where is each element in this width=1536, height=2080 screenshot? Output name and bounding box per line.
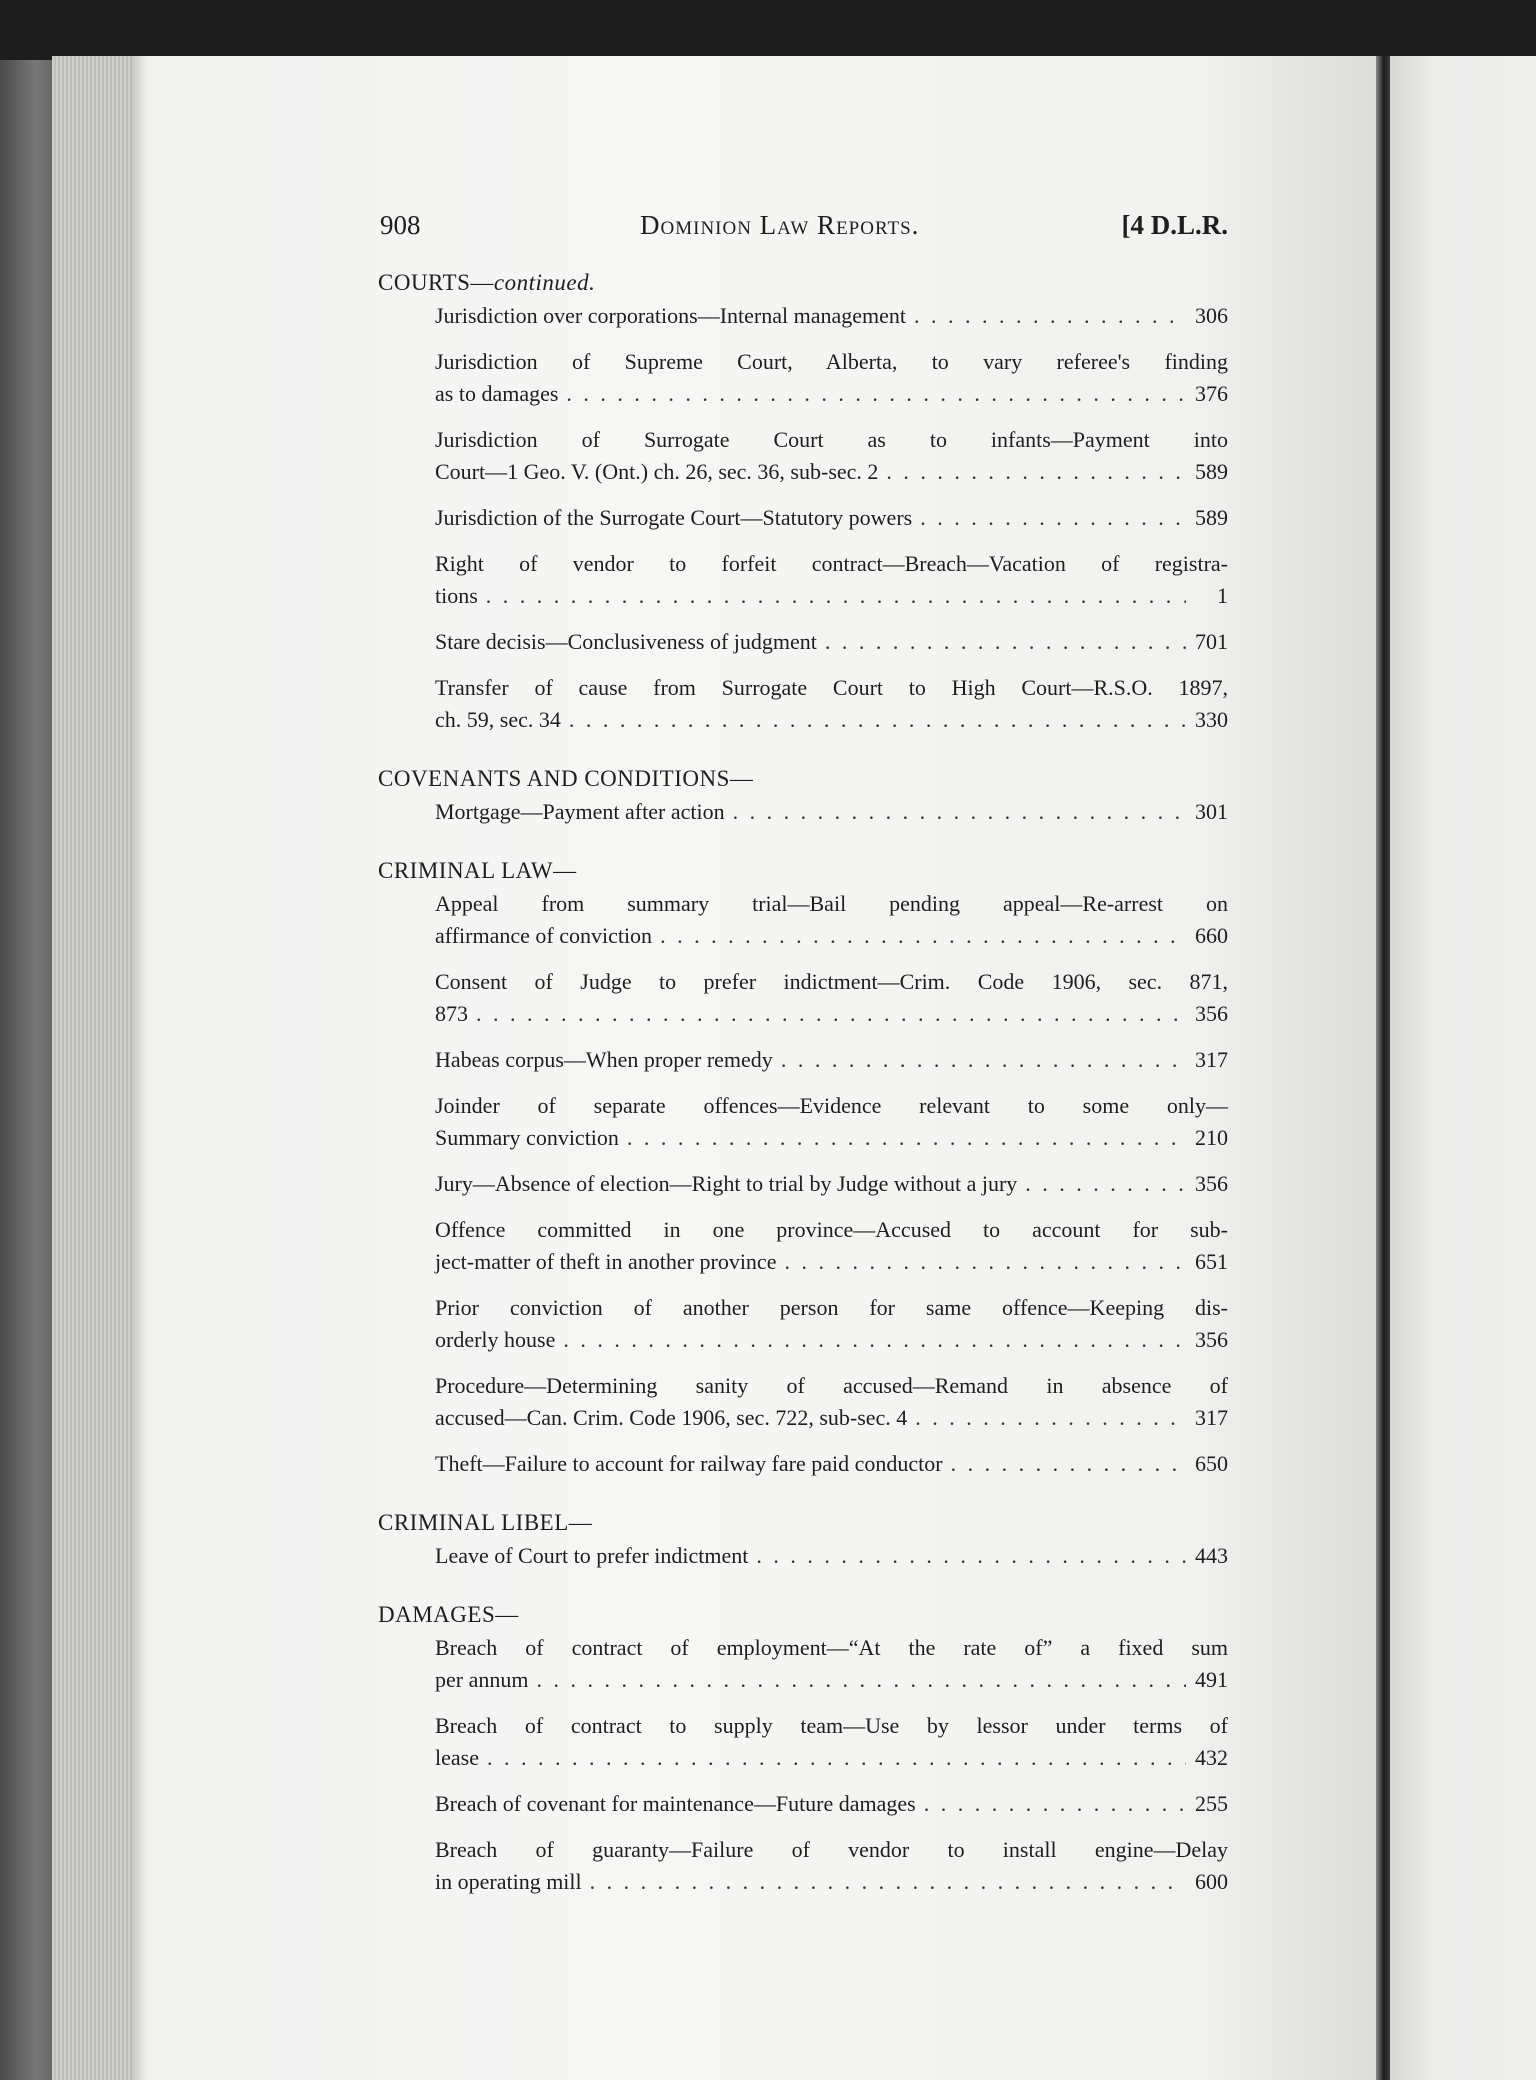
index-entry: [435, 1370, 1228, 1434]
dot-leader: [924, 1788, 1186, 1820]
dot-leader: [627, 1122, 1186, 1154]
entry-text-line: Joinder of separate offences—Evidence relevant to some only—: [435, 1093, 1228, 1118]
entry-page-number: 376: [1195, 381, 1228, 406]
facing-page: [1390, 56, 1536, 2080]
entry-page-number: 356: [1195, 1171, 1228, 1196]
entry-final-line: [435, 1246, 1228, 1278]
index-entry: [435, 796, 1228, 828]
book-gutter: [1376, 56, 1390, 2080]
entry-text-line: Stare decisis—Conclusiveness of judgment: [435, 629, 817, 654]
entry-page-number: 432: [1195, 1745, 1228, 1770]
dot-leader: [476, 998, 1186, 1030]
entry-final-line: [435, 1402, 1228, 1434]
entry-final-line: [435, 1448, 1228, 1480]
section-heading-text: CRIMINAL LAW—: [378, 858, 577, 883]
dot-leader: [660, 920, 1186, 952]
entry-final-line: [435, 626, 1228, 658]
entry-text-line: Court—1 Geo. V. (Ont.) ch. 26, sec. 36, sub-sec. 2: [435, 459, 879, 484]
index-entry: [435, 1090, 1228, 1154]
entry-final-line: [435, 502, 1228, 534]
entry-page-number: 650: [1195, 1451, 1228, 1476]
section-heading-text: COURTS—: [378, 270, 494, 295]
entry-text-line: Procedure—Determining sanity of accused—Remand in absence of: [435, 1373, 1228, 1398]
dot-leader: [569, 704, 1186, 736]
section-heading-suffix: continued.: [493, 270, 596, 295]
entry-text-line: Breach of contract of employment—“At the rate of” a fixed sum: [435, 1635, 1228, 1660]
entry-text-line: affirmance of conviction: [435, 923, 653, 948]
index-entry: [435, 888, 1228, 952]
entry-text-line: Theft—Failure to account for railway fare paid conductor: [435, 1451, 943, 1476]
entry-text-line: Transfer of cause from Surrogate Court to High Court—R.S.O. 1897,: [435, 675, 1228, 700]
index-entry: [435, 966, 1228, 1030]
section-heading: [378, 270, 1228, 296]
page-stack-edge: [52, 56, 132, 2080]
index-entry: [435, 1044, 1228, 1076]
entry-text-line: accused—Can. Crim. Code 1906, sec. 722, sub-sec. 4: [435, 1405, 908, 1430]
index-entry: [435, 1540, 1228, 1572]
entry-final-line: [435, 1324, 1228, 1356]
entry-text-line: Mortgage—Payment after action: [435, 799, 725, 824]
entry-page-number: 701: [1195, 629, 1228, 654]
entry-final-line: [435, 704, 1228, 736]
entry-final-line: [435, 1540, 1228, 1572]
dot-leader: [486, 580, 1186, 612]
dot-leader: [784, 1246, 1186, 1278]
dot-leader: [886, 456, 1186, 488]
entry-text-line: Jury—Absence of election—Right to trial by Judge without a jury: [435, 1171, 1018, 1196]
entry-text-line: Consent of Judge to prefer indictment—Crim. Code 1906, sec. 871,: [435, 969, 1228, 994]
section-heading: [378, 766, 1228, 792]
entry-final-line: [435, 300, 1228, 332]
entry-text-line: Summary conviction: [435, 1125, 619, 1150]
entry-page-number: 443: [1195, 1543, 1228, 1568]
entry-page-number: 589: [1195, 459, 1228, 484]
index-entry: [435, 1214, 1228, 1278]
entry-page-number: 356: [1195, 1001, 1228, 1026]
entry-final-line: [435, 998, 1228, 1030]
section-heading: [378, 1510, 1228, 1536]
dot-leader: [951, 1448, 1186, 1480]
dot-leader: [825, 626, 1186, 658]
entry-final-line: [435, 456, 1228, 488]
entry-text-line: Breach of contract to supply team—Use by lessor under terms of: [435, 1713, 1228, 1738]
page-inner-shadow: [132, 56, 148, 2080]
index-entry: [435, 300, 1228, 332]
dot-leader: [781, 1044, 1186, 1076]
dot-leader: [487, 1742, 1186, 1774]
entry-final-line: [435, 1788, 1228, 1820]
entry-text-line: Jurisdiction over corporations—Internal management: [435, 303, 907, 328]
entry-page-number: 306: [1195, 303, 1228, 328]
entry-final-line: [435, 580, 1228, 612]
entry-page-number: 651: [1195, 1249, 1228, 1274]
section-heading-text: COVENANTS AND CONDITIONS—: [378, 766, 754, 791]
entry-text-line: orderly house: [435, 1327, 556, 1352]
dot-leader: [915, 1402, 1186, 1434]
section-heading: [378, 1602, 1228, 1628]
entry-text-line: per annum: [435, 1667, 529, 1692]
index-entry: [435, 502, 1228, 534]
dot-leader: [1025, 1168, 1186, 1200]
entry-page-number: 301: [1195, 799, 1228, 824]
entry-page-number: 317: [1195, 1047, 1228, 1072]
index-entry: [435, 1292, 1228, 1356]
index-entry: [435, 346, 1228, 410]
entry-page-number: 356: [1195, 1327, 1228, 1352]
section-heading-text: CRIMINAL LIBEL—: [378, 1510, 593, 1535]
entry-final-line: [435, 378, 1228, 410]
dot-leader: [563, 1324, 1186, 1356]
entry-page-number: 255: [1195, 1791, 1228, 1816]
entry-text-line: ject-matter of theft in another province: [435, 1249, 777, 1274]
entry-final-line: [435, 920, 1228, 952]
entry-final-line: [435, 1168, 1228, 1200]
dot-leader: [920, 502, 1186, 534]
entry-text-line: Leave of Court to prefer indictment: [435, 1543, 749, 1568]
entry-final-line: [435, 1664, 1228, 1696]
entry-final-line: [435, 1044, 1228, 1076]
entry-text-line: lease: [435, 1745, 479, 1770]
entry-page-number: 330: [1195, 707, 1228, 732]
entry-text-line: as to damages: [435, 381, 559, 406]
index-entry: [435, 672, 1228, 736]
entry-text-line: tions: [435, 583, 478, 608]
dot-leader: [756, 1540, 1186, 1572]
journal-title: Dominion Law Reports.: [640, 210, 920, 240]
entry-text-line: Prior conviction of another person for same offence—Keeping dis-: [435, 1295, 1228, 1320]
index-entry: [435, 548, 1228, 612]
index-entry: [435, 1168, 1228, 1200]
entry-final-line: [435, 1122, 1228, 1154]
index-entry: [435, 424, 1228, 488]
index-entry: [435, 1632, 1228, 1696]
entry-page-number: 491: [1195, 1667, 1228, 1692]
dot-leader: [536, 1664, 1186, 1696]
index-entry: [435, 1710, 1228, 1774]
entry-page-number: 660: [1195, 923, 1228, 948]
entry-text-line: Habeas corpus—When proper remedy: [435, 1047, 773, 1072]
entry-page-number: 210: [1195, 1125, 1228, 1150]
index-entry: [435, 1448, 1228, 1480]
entry-page-number: 600: [1195, 1869, 1228, 1894]
index-entry: [435, 1834, 1228, 1898]
entry-page-number: 589: [1195, 505, 1228, 530]
entry-text-line: Jurisdiction of Surrogate Court as to infants—Payment into: [435, 427, 1228, 452]
entry-text-line: Breach of covenant for maintenance—Future damages: [435, 1791, 916, 1816]
entry-text-line: ch. 59, sec. 34: [435, 707, 561, 732]
entry-page-number: 1: [1217, 583, 1228, 608]
entry-text-line: 873: [435, 1001, 468, 1026]
index-page-content: [380, 210, 1228, 1898]
entry-final-line: [435, 796, 1228, 828]
entry-text-line: Jurisdiction of Supreme Court, Alberta, to vary referee's finding: [435, 349, 1228, 374]
entry-page-number: 317: [1195, 1405, 1228, 1430]
page-number: 908: [380, 210, 421, 240]
entry-text-line: Offence committed in one province—Accused to account for sub-: [435, 1217, 1228, 1242]
dot-leader: [590, 1866, 1186, 1898]
entry-text-line: in operating mill: [435, 1869, 582, 1894]
index-entry: [435, 1788, 1228, 1820]
entry-text-line: Appeal from summary trial—Bail pending appeal—Re-arrest on: [435, 891, 1228, 916]
entry-final-line: [435, 1742, 1228, 1774]
index-entry: [435, 626, 1228, 658]
dot-leader: [566, 378, 1186, 410]
entry-final-line: [435, 1866, 1228, 1898]
dot-leader: [733, 796, 1186, 828]
volume-label: [4 D.L.R.: [1121, 210, 1228, 240]
entry-text-line: Jurisdiction of the Surrogate Court—Statutory powers: [435, 505, 913, 530]
running-head: [380, 210, 1228, 250]
section-heading: [378, 858, 1228, 884]
dot-leader: [914, 300, 1186, 332]
index-body: [380, 270, 1228, 1898]
entry-text-line: Breach of guaranty—Failure of vendor to install engine—Delay: [435, 1837, 1228, 1862]
section-heading-text: DAMAGES—: [378, 1602, 519, 1627]
entry-text-line: Right of vendor to forfeit contract—Breach—Vacation of registra-: [435, 551, 1228, 576]
